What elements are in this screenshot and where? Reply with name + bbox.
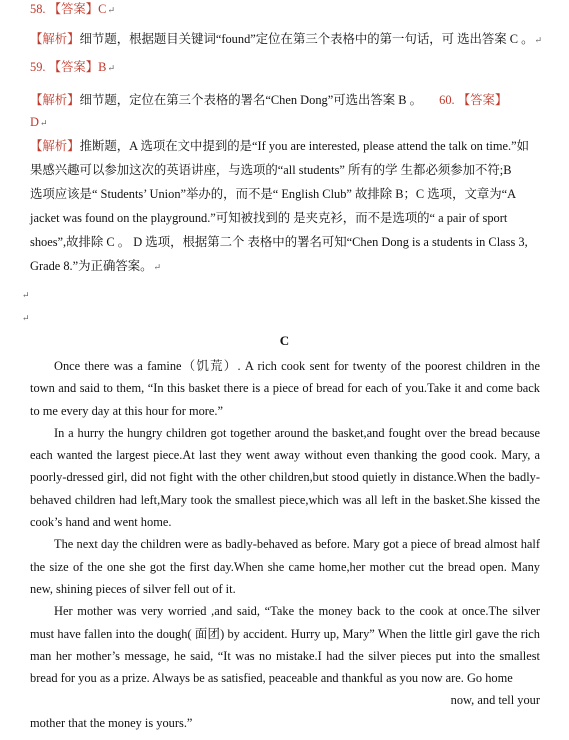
q60-analysis-text: 推断题，A 选项在文中提到的是“If you are interested, please attend the talk on time.”如	[79, 139, 529, 153]
passage-line-right: now, and tell your	[450, 693, 540, 708]
q58-analysis: 细节题，根据题目关键词“found”定位在第三个表格中的第一句话，可 选出答案 C 。	[79, 32, 534, 46]
paragraph-mark-icon: ↵	[534, 35, 543, 45]
q60-analysis-label: 【解析】	[30, 139, 80, 153]
passage-line-last: mother that the money is yours.”	[30, 715, 193, 730]
q59-answer-label: 【答案】	[48, 60, 99, 74]
paragraph-mark-icon: ↵	[107, 63, 115, 73]
paragraph-mark-icon: ↵	[153, 262, 162, 272]
passage-paragraph: The next day the children were as badly-behaved as before. Mary got a piece of bread almost half the size of the one she got the first day.When she came home,her mother cut the bread open. Many new, shining pieces of silver fell out of it.	[30, 537, 540, 596]
q60-analysis-text: 果感兴趣可以参加这次的英语讲座，与选项的“all students” 所有的学 生都必须参加不符;B	[30, 163, 512, 177]
q59-answer: B	[98, 60, 107, 74]
q60-analysis-line-6	[30, 257, 161, 276]
q60-answer: D	[30, 115, 39, 129]
q58-answer-label: 【答案】	[48, 2, 99, 16]
paragraph-mark-icon: ↵	[22, 313, 30, 323]
q59-analysis: 细节题，定位在第三个表格的署名“Chen Dong”可选出答案 B 。	[79, 93, 423, 107]
q58-answer-line	[30, 0, 115, 19]
q58-analysis-line	[30, 30, 542, 49]
q58-answer: C	[98, 2, 107, 16]
passage-body	[30, 355, 540, 734]
paragraph-mark-icon: ↵	[39, 118, 48, 128]
passage-title: C	[279, 333, 290, 348]
q58-analysis-label: 【解析】	[30, 32, 80, 46]
paragraph-mark-icon: ↵	[22, 290, 30, 300]
q60-analysis-line-4	[30, 209, 507, 227]
q60-answer-line	[30, 113, 48, 132]
q60-answer-label: 【答案】	[457, 93, 508, 107]
q60-analysis-line-3	[30, 185, 516, 203]
q60-number: 60.	[439, 93, 455, 107]
q58-number: 58.	[30, 2, 46, 16]
q60-analysis-text: 选项应该是“ Students’ Union”举办的，而不是“ English Club” 故排除 B；C 选项，文章为“A	[30, 187, 517, 201]
paragraph-mark-icon: ↵	[107, 5, 115, 15]
q59-analysis-line	[30, 91, 507, 109]
passage-paragraph: Her mother was very worried ,and said, “Take the money back to the cook at once.The silver must have fallen into the dough( 面团) by accident. Hurry up, Mary” When the little girl gave the rich man her mother’s message, he said, “It was no mistake.I had the silver pieces put into the smallest bread for you as a prize. Always be as satisfied, peaceable and thankful as you now are. Go home	[30, 604, 540, 686]
passage-paragraph: In a hurry the hungry children got together around the basket,and fought over the bread because each wanted the largest piece.At last they went away without even thanking the good cook. Mary, a poorly-dressed girl, did not fight with the other children,but stood quietly in distance.When the badly-behaved children had left,Mary took the smallest piece,which was all left in the basket.She kissed the cook’s hand and went home.	[30, 425, 540, 530]
q60-analysis-line-1	[30, 137, 529, 155]
q59-number: 59.	[30, 60, 46, 74]
q60-analysis-text: shoes”,故排除 C 。 D 选项，根据第二个 表格中的署名可知“Chen Dong is a students in Class 3,	[30, 235, 528, 249]
q60-analysis-text: jacket was found on the playground.”可知被找到的 是夹克衫，而不是选项的“ a pair of sport	[30, 211, 508, 225]
q60-analysis-line-5	[30, 233, 528, 251]
q59-answer-line	[30, 58, 115, 77]
q60-analysis-text: Grade 8.”为正确答案。	[30, 259, 153, 273]
passage-paragraph: Once there was a famine（饥荒）. A rich cook sent for twenty of the poorest children in the town and said to them, “In this basket there is a piece of bread for each of you.Take it and come back to me every day at this hour for more.”	[30, 359, 540, 418]
q60-analysis-line-2	[30, 161, 512, 179]
q59-analysis-label: 【解析】	[30, 93, 80, 107]
